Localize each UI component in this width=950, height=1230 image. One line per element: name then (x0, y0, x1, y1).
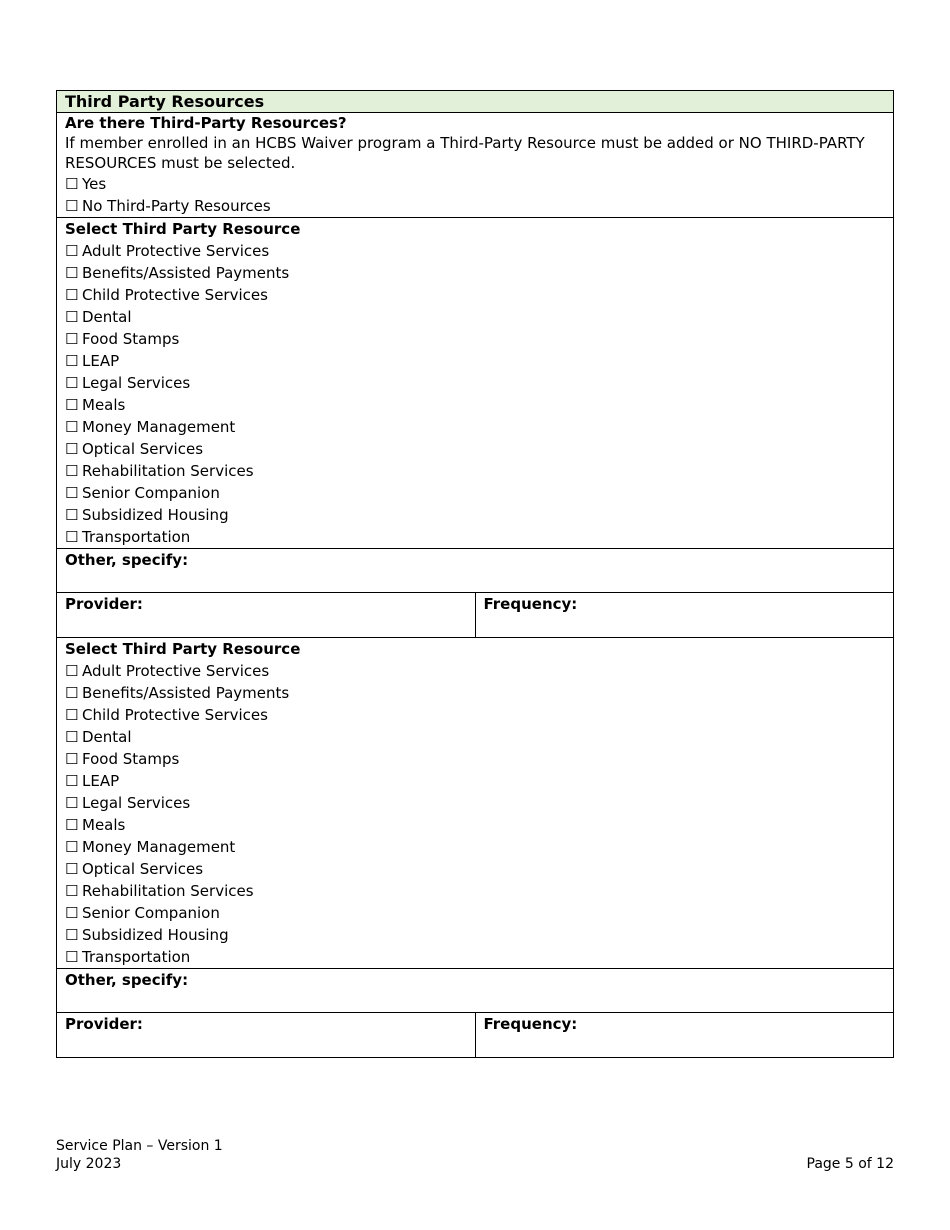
checkbox-icon[interactable]: ☐ (65, 506, 79, 524)
resource-option[interactable] (65, 284, 885, 306)
resource-option[interactable] (65, 902, 885, 924)
option-label: Benefits/Assisted Payments (82, 264, 290, 282)
resource-option[interactable] (65, 836, 885, 858)
frequency-field[interactable] (475, 593, 894, 638)
checkbox-icon[interactable]: ☐ (65, 374, 79, 392)
resource-option[interactable] (65, 372, 885, 394)
option-label: Rehabilitation Services (82, 462, 254, 480)
provider-field[interactable] (57, 593, 476, 638)
option-label: Child Protective Services (82, 706, 268, 724)
checkbox-icon[interactable]: ☐ (65, 242, 79, 260)
checkbox-icon[interactable]: ☐ (65, 462, 79, 480)
resource-option[interactable] (65, 924, 885, 946)
option-label: Child Protective Services (82, 286, 268, 304)
option-label: Rehabilitation Services (82, 882, 254, 900)
checkbox-icon[interactable]: ☐ (65, 772, 79, 790)
resource-option[interactable] (65, 394, 885, 416)
option-label: Yes (82, 175, 107, 193)
checkbox-icon[interactable]: ☐ (65, 948, 79, 966)
option-label: Senior Companion (82, 904, 220, 922)
checkbox-icon[interactable]: ☐ (65, 418, 79, 436)
checkbox-icon[interactable]: ☐ (65, 264, 79, 282)
frequency-field[interactable] (475, 1013, 894, 1058)
option-label: Legal Services (82, 374, 191, 392)
option-label: Meals (82, 396, 126, 414)
option-label: Optical Services (82, 440, 204, 458)
resource-option[interactable] (65, 482, 885, 504)
option-label: Legal Services (82, 794, 191, 812)
third-party-resources-form (56, 90, 894, 1058)
checkbox-icon[interactable]: ☐ (65, 860, 79, 878)
resource-option[interactable] (65, 770, 885, 792)
option-label: Subsidized Housing (82, 926, 229, 944)
resource-options (65, 240, 885, 548)
provider-field[interactable] (57, 1013, 476, 1058)
checkbox-icon[interactable]: ☐ (65, 286, 79, 304)
other-specify-field[interactable] (57, 549, 894, 593)
provider-label: Provider: (65, 595, 143, 613)
option-label: LEAP (82, 772, 120, 790)
option-label: Money Management (82, 838, 236, 856)
resource-option[interactable] (65, 504, 885, 526)
checkbox-icon[interactable]: ☐ (65, 440, 79, 458)
resource-heading: Select Third Party Resource (65, 640, 301, 658)
resource-option[interactable] (65, 526, 885, 548)
option-label: Food Stamps (82, 750, 180, 768)
checkbox-icon[interactable]: ☐ (65, 728, 79, 746)
checkbox-icon[interactable]: ☐ (65, 750, 79, 768)
option-label: Money Management (82, 418, 236, 436)
resource-option[interactable] (65, 306, 885, 328)
checkbox-icon[interactable]: ☐ (65, 528, 79, 546)
resource-option[interactable] (65, 792, 885, 814)
option-label: Benefits/Assisted Payments (82, 684, 290, 702)
resource-option[interactable] (65, 328, 885, 350)
other-specify-label: Other, specify: (65, 551, 189, 569)
question-label: Are there Third-Party Resources? (65, 114, 347, 132)
checkbox-icon[interactable]: ☐ (65, 330, 79, 348)
option-label: Subsidized Housing (82, 506, 229, 524)
provider-label: Provider: (65, 1015, 143, 1033)
option-label: LEAP (82, 352, 120, 370)
question-instruction: If member enrolled in an HCBS Waiver program a Third-Party Resource must be added or NO THIRD-PARTY RESOURCES must be selected. (65, 134, 865, 172)
option-label: Senior Companion (82, 484, 220, 502)
resource-option[interactable] (65, 240, 885, 262)
resource-option[interactable] (65, 262, 885, 284)
checkbox-icon[interactable]: ☐ (65, 904, 79, 922)
other-specify-label: Other, specify: (65, 971, 189, 989)
section-title: Third Party Resources (57, 91, 894, 113)
checkbox-icon[interactable]: ☐ (65, 662, 79, 680)
checkbox-icon[interactable]: ☐ (65, 706, 79, 724)
resource-option[interactable] (65, 660, 885, 682)
footer-left (56, 1137, 223, 1173)
checkbox-icon[interactable]: ☐ (65, 175, 79, 193)
frequency-label: Frequency: (483, 595, 578, 613)
resource-option[interactable] (65, 350, 885, 372)
option-label: Adult Protective Services (82, 242, 270, 260)
option-yes[interactable] (65, 173, 885, 195)
option-label: Optical Services (82, 860, 204, 878)
resource-option[interactable] (65, 438, 885, 460)
checkbox-icon[interactable]: ☐ (65, 882, 79, 900)
resource-option[interactable] (65, 858, 885, 880)
checkbox-icon[interactable]: ☐ (65, 838, 79, 856)
checkbox-icon[interactable]: ☐ (65, 484, 79, 502)
option-label: Food Stamps (82, 330, 180, 348)
resource-option[interactable] (65, 682, 885, 704)
checkbox-icon[interactable]: ☐ (65, 197, 79, 215)
footer-page-number: Page 5 of 12 (806, 1156, 894, 1172)
resource-heading: Select Third Party Resource (65, 220, 301, 238)
footer-date: July 2023 (56, 1156, 122, 1172)
resource-option[interactable] (65, 748, 885, 770)
checkbox-icon[interactable]: ☐ (65, 308, 79, 326)
other-specify-field[interactable] (57, 969, 894, 1013)
option-label: Dental (82, 728, 132, 746)
option-label: Adult Protective Services (82, 662, 270, 680)
resource-option[interactable] (65, 460, 885, 482)
resource-select-cell (57, 638, 894, 969)
resource-option[interactable] (65, 814, 885, 836)
option-label: Meals (82, 816, 126, 834)
resource-option[interactable] (65, 880, 885, 902)
option-label: No Third-Party Resources (82, 197, 271, 215)
checkbox-icon[interactable]: ☐ (65, 684, 79, 702)
checkbox-icon[interactable]: ☐ (65, 396, 79, 414)
checkbox-icon[interactable]: ☐ (65, 816, 79, 834)
resource-option[interactable] (65, 726, 885, 748)
question-cell (57, 113, 894, 218)
footer-doc-title: Service Plan – Version 1 (56, 1138, 223, 1154)
resource-option[interactable] (65, 946, 885, 968)
checkbox-icon[interactable]: ☐ (65, 794, 79, 812)
resource-option[interactable] (65, 416, 885, 438)
option-label: Dental (82, 308, 132, 326)
resource-options (65, 660, 885, 968)
checkbox-icon[interactable]: ☐ (65, 926, 79, 944)
option-label: Transportation (82, 528, 191, 546)
resource-option[interactable] (65, 704, 885, 726)
frequency-label: Frequency: (483, 1015, 578, 1033)
option-label: Transportation (82, 948, 191, 966)
option-no-third-party[interactable] (65, 195, 885, 217)
resource-select-cell (57, 218, 894, 549)
checkbox-icon[interactable]: ☐ (65, 352, 79, 370)
